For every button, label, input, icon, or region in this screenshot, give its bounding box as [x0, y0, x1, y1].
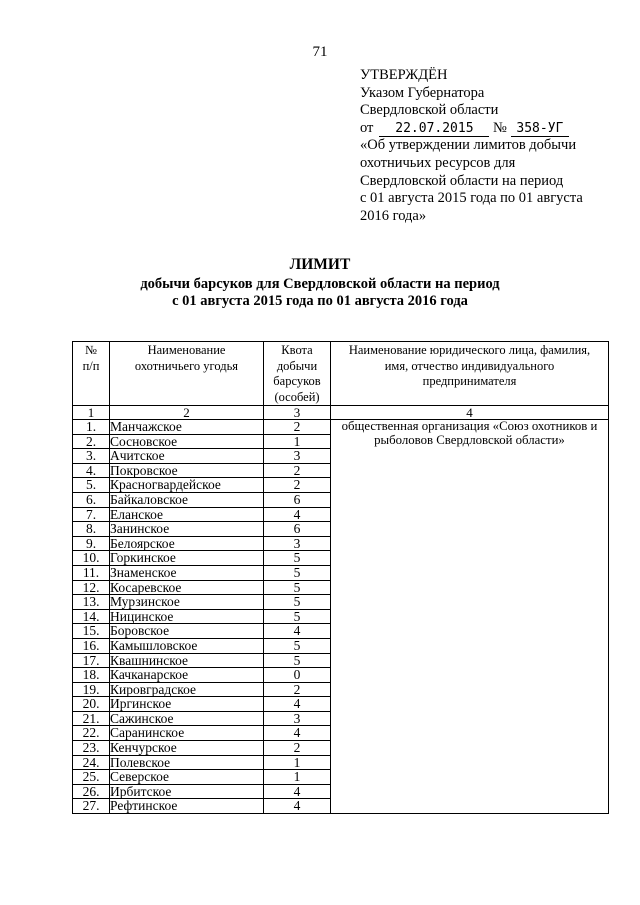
quota-value: 1 — [264, 770, 331, 785]
area-name: Байкаловское — [110, 492, 264, 507]
quota-value: 4 — [264, 697, 331, 712]
column-number: 2 — [110, 406, 264, 420]
column-number: 4 — [331, 406, 609, 420]
decree-title-line: Свердловской области на период — [360, 172, 564, 189]
approval-block — [360, 67, 630, 225]
header-quota-line: барсуков — [273, 374, 321, 388]
decree-title-line: охотничьих ресурсов для — [360, 154, 516, 171]
row-number: 22. — [73, 726, 110, 741]
area-name: Знаменское — [110, 565, 264, 580]
row-number: 21. — [73, 711, 110, 726]
area-name: Иргинское — [110, 697, 264, 712]
row-number: 20. — [73, 697, 110, 712]
area-name: Косаревское — [110, 580, 264, 595]
header-quota-line: Квота — [281, 343, 313, 357]
header-area-line: Наименование — [147, 343, 226, 357]
quota-value: 3 — [264, 711, 331, 726]
header-number — [73, 342, 110, 406]
area-name: Занинское — [110, 522, 264, 537]
decree-title-line: с 01 августа 2015 года по 01 августа — [360, 190, 583, 207]
decree-title-line: 2016 года» — [360, 207, 427, 224]
area-name: Белоярское — [110, 536, 264, 551]
approval-line-region: Свердловской области — [360, 102, 499, 119]
row-number: 11. — [73, 565, 110, 580]
document-subtitle: добычи барсуков для Свердловской области на период — [140, 276, 500, 292]
header-number-line: № — [85, 343, 97, 357]
limits-table — [72, 341, 609, 814]
row-number: 16. — [73, 638, 110, 653]
row-number: 5. — [73, 478, 110, 493]
area-name: Ачитское — [110, 449, 264, 464]
table-body — [73, 406, 609, 814]
row-number: 23. — [73, 741, 110, 756]
quota-value: 1 — [264, 434, 331, 449]
organization-line: рыболовов Свердловской области» — [374, 432, 565, 447]
quota-value: 5 — [264, 551, 331, 566]
quota-value: 2 — [264, 682, 331, 697]
quota-value: 4 — [264, 784, 331, 799]
row-number: 14. — [73, 609, 110, 624]
area-name: Качканарское — [110, 668, 264, 683]
document-title: ЛИМИТ — [289, 256, 351, 273]
date-prefix: от — [360, 119, 374, 136]
area-name: Кировградское — [110, 682, 264, 697]
quota-value: 5 — [264, 565, 331, 580]
area-name: Мурзинское — [110, 595, 264, 610]
area-name: Красногвардейское — [110, 478, 264, 493]
quota-value: 4 — [264, 799, 331, 814]
quota-value: 6 — [264, 492, 331, 507]
row-number: 10. — [73, 551, 110, 566]
quota-value: 4 — [264, 726, 331, 741]
organization-line: общественная организация «Союз охотников и — [341, 419, 598, 433]
approval-date-line — [360, 120, 630, 138]
area-name: Сажинское — [110, 711, 264, 726]
quota-value: 2 — [264, 741, 331, 756]
table-row — [73, 420, 609, 435]
area-name: Горкинское — [110, 551, 264, 566]
row-number: 9. — [73, 536, 110, 551]
document-period: с 01 августа 2015 года по 01 августа 2016 года — [172, 293, 468, 309]
row-number: 12. — [73, 580, 110, 595]
area-name: Боровское — [110, 624, 264, 639]
area-name: Рефтинское — [110, 799, 264, 814]
area-name: Покровское — [110, 463, 264, 478]
quota-value: 0 — [264, 668, 331, 683]
quota-value: 6 — [264, 522, 331, 537]
area-name: Северское — [110, 770, 264, 785]
column-number: 1 — [73, 406, 110, 420]
row-number: 17. — [73, 653, 110, 668]
quota-value: 3 — [264, 449, 331, 464]
area-name: Ницинское — [110, 609, 264, 624]
quota-value: 4 — [264, 507, 331, 522]
decree-date: 22.07.2015 — [379, 122, 489, 137]
row-number: 6. — [73, 492, 110, 507]
row-number: 13. — [73, 595, 110, 610]
area-name: Манчажское — [110, 420, 264, 435]
quota-value: 1 — [264, 755, 331, 770]
area-name: Полевское — [110, 755, 264, 770]
header-quota-line: добычи — [276, 358, 318, 373]
row-number: 1. — [73, 420, 110, 435]
row-number: 25. — [73, 770, 110, 785]
area-name: Еланское — [110, 507, 264, 522]
row-number: 19. — [73, 682, 110, 697]
header-quota-line: (особей) — [274, 389, 320, 404]
quota-value: 2 — [264, 420, 331, 435]
header-org-line: Наименование юридического лица, фамилия, — [348, 343, 591, 357]
row-number: 18. — [73, 668, 110, 683]
quota-value: 4 — [264, 624, 331, 639]
page-number: 71 — [312, 44, 328, 60]
header-organization — [331, 342, 609, 406]
decree-title-line: «Об утверждении лимитов добычи — [360, 137, 577, 154]
area-name: Квашнинское — [110, 653, 264, 668]
number-sign: № — [493, 119, 507, 136]
row-number: 8. — [73, 522, 110, 537]
row-number: 7. — [73, 507, 110, 522]
quota-value: 5 — [264, 609, 331, 624]
quota-value: 5 — [264, 580, 331, 595]
row-number: 27. — [73, 799, 110, 814]
quota-value: 5 — [264, 638, 331, 653]
row-number: 3. — [73, 449, 110, 464]
row-number: 4. — [73, 463, 110, 478]
quota-value: 2 — [264, 463, 331, 478]
header-area-name — [110, 342, 264, 406]
row-number: 24. — [73, 755, 110, 770]
quota-value: 3 — [264, 536, 331, 551]
row-number: 26. — [73, 784, 110, 799]
column-number: 3 — [264, 406, 331, 420]
header-area-line: охотничьего угодья — [134, 358, 239, 373]
area-name: Саранинское — [110, 726, 264, 741]
header-number-line: п/п — [82, 358, 100, 373]
area-name: Ирбитское — [110, 784, 264, 799]
quota-value: 5 — [264, 653, 331, 668]
area-name: Кенчурское — [110, 741, 264, 756]
table-header-row — [73, 342, 609, 406]
organization-cell — [331, 420, 609, 814]
quota-value: 2 — [264, 478, 331, 493]
quota-value: 5 — [264, 595, 331, 610]
area-name: Сосновское — [110, 434, 264, 449]
header-org-line: предпринимателя — [422, 374, 517, 388]
header-org-line: имя, отчество индивидуального — [384, 358, 555, 373]
area-name: Камышловское — [110, 638, 264, 653]
approval-line-governor: Указом Губернатора — [360, 84, 485, 101]
column-number-row — [73, 406, 609, 420]
row-number: 2. — [73, 434, 110, 449]
decree-number: 358-УГ — [511, 122, 569, 137]
header-quota — [264, 342, 331, 406]
approval-heading: УТВЕРЖДЁН — [360, 67, 448, 83]
row-number: 15. — [73, 624, 110, 639]
